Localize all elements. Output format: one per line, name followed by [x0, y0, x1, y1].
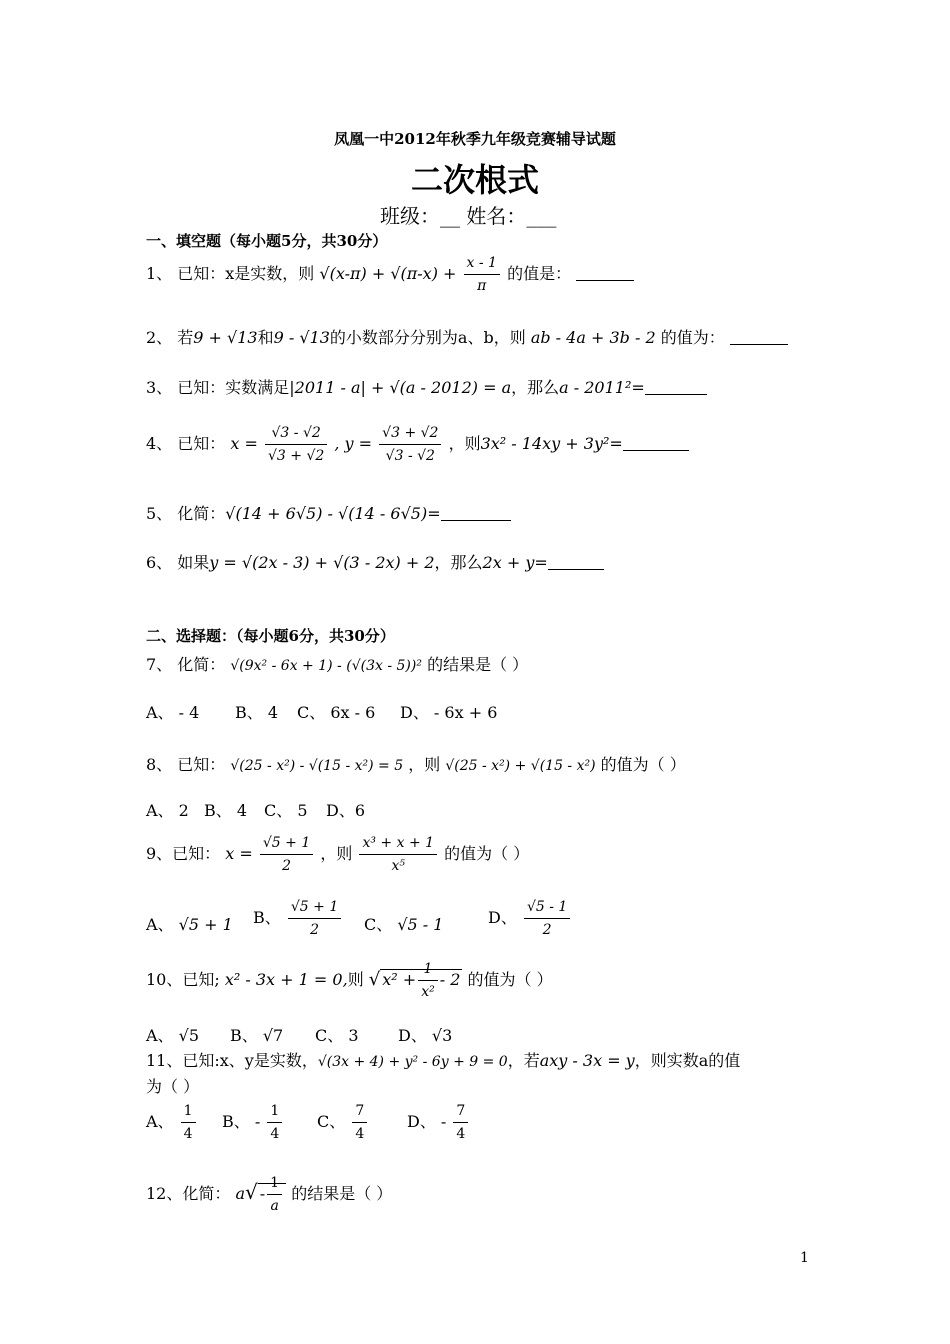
q10-option-d[interactable]: D、 √3 — [398, 1026, 453, 1045]
q11-option-a[interactable]: A、 $\frac{1}{4}$ — [146, 1100, 198, 1145]
q9-option-c[interactable]: C、 √5 - 1 — [364, 915, 444, 934]
question-12: 12、化简： a√ - $\frac{1}{a}$ 的结果是（ ） — [146, 1172, 392, 1217]
section2-title: 二、选择题：（每小题6分，共30分） — [146, 627, 395, 645]
q4-y-fraction: $\frac{√3 + √2}{√3 - √2}$ — [379, 422, 441, 467]
class-name-line: 班级：__ 姓名：___ — [380, 204, 557, 228]
q2-answer-blank — [730, 328, 788, 345]
q8-option-d[interactable]: D、6 — [326, 801, 366, 820]
q7-option-d[interactable]: D、 - 6x + 6 — [400, 703, 498, 722]
q1-answer-blank — [576, 264, 634, 281]
q11-expression: √(3x + 4) + y² - 6y + 9 = 0 — [317, 1054, 508, 1070]
q1-fraction: $\frac{x - 1}{\pi}$ — [464, 252, 500, 297]
q10-expression: x² - 3x + 1 = 0, — [224, 970, 348, 989]
q3-expression: |2011 - a| + √(a - 2012) = a — [289, 378, 512, 397]
q4-answer-blank — [623, 434, 689, 451]
q8-option-c[interactable]: C、 5 — [264, 801, 308, 820]
q9-x-fraction: $\frac{√5 + 1}{2}$ — [260, 832, 313, 877]
q8-option-a[interactable]: A、 2 — [146, 801, 189, 820]
q3-answer-blank — [645, 378, 707, 395]
q7-expression: √(9x² - 6x + 1) - (√(3x - 5))² — [230, 658, 422, 674]
question-1: 1、 已知：x是实数，则 √(x-π) + √(π-x) + $\frac{x - 1}{\pi}$ 的值是： — [146, 252, 634, 297]
q7-option-a[interactable]: A、 - 4 — [146, 703, 200, 722]
question-6: 6、 如果y = √(2x - 3) + √(3 - 2x) + 2，那么2x + y= — [146, 550, 604, 573]
section1-title: 一、填空题（每小题5分，共30分） — [146, 232, 388, 250]
q5-expression: √(14 + 6√5) - √(14 - 6√5) — [225, 504, 428, 523]
question-8: 8、 已知： √(25 - x²) - √(15 - x²) = 5 ，则 √(25 - x²) + √(15 - x²) 的值为（ ） — [146, 755, 686, 774]
question-2: 2、 若9 + √13和9 - √13的小数部分分别为a、b，则 ab - 4a + 3b - 2 的值为： — [146, 325, 788, 348]
q7-option-c[interactable]: C、 6x - 6 — [297, 703, 376, 722]
q9-option-d[interactable]: D、 $\frac{√5 - 1}{2}$ — [488, 896, 572, 941]
q10-option-a[interactable]: A、 √5 — [146, 1026, 200, 1045]
q6-answer-blank — [548, 553, 604, 570]
question-11: 11、已知:x、y是实数，√(3x + 4) + y² - 6y + 9 = 0，若axy - 3x = y，则实数a的值 — [146, 1051, 741, 1070]
q7-option-b[interactable]: B、 4 — [235, 703, 279, 722]
q11-option-b[interactable]: B、 - $\frac{1}{4}$ — [222, 1100, 284, 1145]
page-number: 1 — [800, 1250, 809, 1266]
q9-fraction: $\frac{\text{x³ + x + 1}}{\text{x⁵}}$ — [359, 832, 437, 877]
q8-option-b[interactable]: B、 4 — [204, 801, 248, 820]
q4-x-fraction: $\frac{√3 - √2}{√3 + √2}$ — [265, 422, 327, 467]
question-3: 3、 已知：实数满足|2011 - a| + √(a - 2012) = a，那么a - 2011²= — [146, 375, 707, 398]
main-title: 二次根式 — [410, 161, 539, 199]
question-10: 10、已知; x² - 3x + 1 = 0,则 √ x² + $\frac{1}{\text{x²}}$ - 2 的值为（ ） — [146, 958, 553, 1003]
q10-option-b[interactable]: B、 √7 — [230, 1026, 284, 1045]
q1-expression: √(x-π) + √(π-x) + — [319, 264, 457, 283]
q11-option-d[interactable]: D、 - $\frac{7}{4}$ — [407, 1100, 470, 1145]
q9-option-a[interactable]: A、 √5 + 1 — [146, 915, 233, 934]
school-title: 凤凰一中2012年秋季九年级竞赛辅导试题 — [334, 130, 616, 148]
question-4: 4、 已知： x = $\frac{√3 - √2}{√3 + √2}$ , y = $\frac{√3 + √2}{√3 - √2}$ ，则3x² - 14xy + 3y²= — [146, 422, 689, 467]
q6-expression: y = √(2x - 3) + √(3 - 2x) + 2 — [209, 553, 435, 572]
q2-expression: ab - 4a + 3b - 2 — [530, 328, 656, 347]
q8-expression: √(25 - x²) - √(15 - x²) = 5 — [230, 758, 404, 774]
question-5: 5、 化简：√(14 + 6√5) - √(14 - 6√5)= — [146, 501, 511, 524]
q10-option-c[interactable]: C、 3 — [315, 1026, 359, 1045]
q12-radical: - $\frac{1}{a}$ — [258, 1183, 286, 1203]
q5-answer-blank — [441, 504, 511, 521]
question-11-line2: 为（ ） — [146, 1077, 200, 1096]
q11-option-c[interactable]: C、 $\frac{7}{4}$ — [317, 1100, 369, 1145]
q9-option-b[interactable]: B、 $\frac{√5 + 1}{2}$ — [253, 896, 343, 941]
question-9: 9、已知： x = $\frac{√5 + 1}{2}$ ，则 $\frac{\text{x³ + x + 1}}{\text{x⁵}}$ 的值为（ ） — [146, 832, 529, 877]
question-7: 7、 化简： √(9x² - 6x + 1) - (√(3x - 5))² 的结果是（ ） — [146, 655, 529, 674]
q10-radical: x² + $\frac{1}{\text{x²}}$ - 2 — [380, 969, 462, 989]
